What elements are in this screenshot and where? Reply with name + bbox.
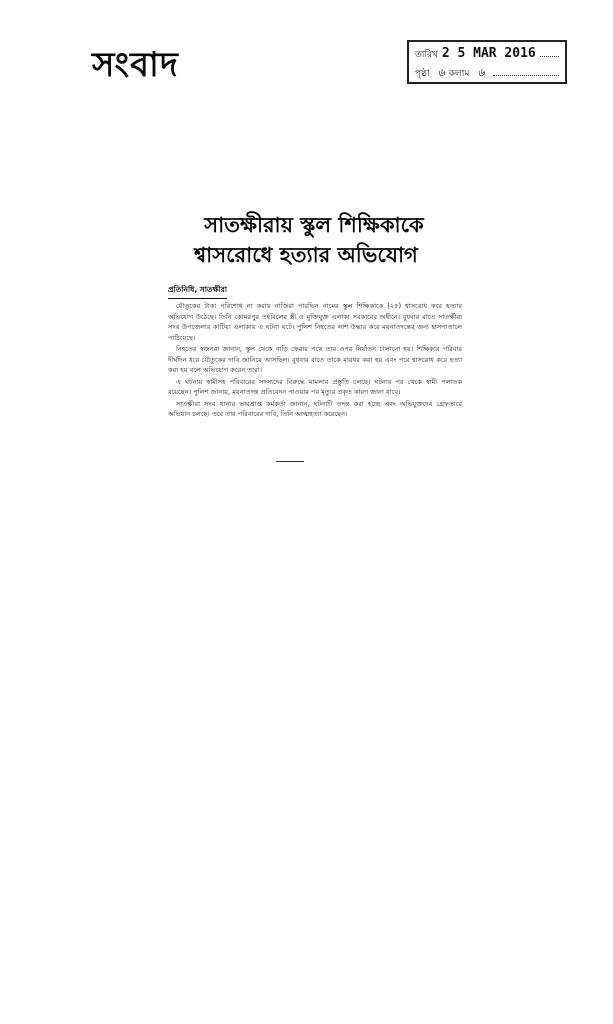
article-headline-line-1: সাতক্ষীরায় স্কুল শিক্ষিকাকে bbox=[204, 213, 424, 237]
article-body bbox=[168, 301, 462, 421]
article-paragraph: সাতক্ষীরা সদর থানার ভারপ্রাপ্ত কর্মকর্তা জানান, ঘটনাটি তদন্ত করা হচ্ছে এবং অভিযুক্তদের গ্রেফতারে অভিযান চলছে। তবে তার পরিবারের দাবি, তিনি আত্মহত্যা করেছেন। bbox=[168, 399, 462, 418]
article-paragraph: এ ঘটনায় স্বামীসহ পরিবারের সদস্যদের বিরুদ্ধে মামলার প্রস্তুতি চলছে। ঘটনার পর থেকে স্বামী পলাতক রয়েছেন। পুলিশ জানায়, ময়নাতদন্ত প্রতিবেদন পাওয়ার পর মৃত্যুর প্রকৃত কারণ জানা যাবে। bbox=[168, 377, 462, 396]
stamp-date-row bbox=[415, 46, 559, 64]
stamp-date-value: 2 5 MAR 2016 bbox=[441, 46, 536, 61]
article-paragraph: যৌতুকের টাকা পরিশোধ না করায় নাজিরা পারভিন নামের স্কুল শিক্ষিকাকে (২৫) শ্বাসরোধ করে হত্যার অভিযোগ উঠেছে। তিনি কোমরপুর তহবিলের স্ত্রী ও মুক্তিযুক্ত এলাকা সরকারের অধীনে। বুধবার রাতে সাতক্ষীরা সদর উপজেলার কাটিয়া এলাকায় এ ঘটনা ঘটে। পুলিশ নিহতের লাশ উদ্ধার করে ময়নাতদন্তের জন্য হাসপাতালে পাঠিয়েছে। bbox=[168, 302, 462, 342]
newspaper-masthead: সংবাদ bbox=[92, 45, 179, 85]
stamp-page-row bbox=[415, 64, 559, 82]
article-clipping bbox=[166, 213, 462, 465]
stamp-date-label: তারিখ bbox=[415, 50, 438, 60]
stamp-column-value: ৬ bbox=[477, 66, 485, 79]
article-paragraph: নিহতের স্বজনরা জানান, স্কুল থেকে বাড়ি ফেরার পথে তার ওপর নির্যাতন চালানো হয়। শিক্ষিকার পরিবার দীর্ঘদিন ধরে যৌতুকের দাবি জানিয়ে আসছিল। বুধবার রাতে তাকে মারধর করা হয় এবং পরে শ্বাসরোধ করে হত্যা করা হয় বলে অভিযোগ করেন তারা। bbox=[168, 345, 462, 374]
article-byline: প্রতিনিধি, সাতক্ষীরা bbox=[168, 285, 227, 299]
stamp-column-label: কলাম bbox=[448, 69, 470, 79]
date-stamp bbox=[407, 40, 567, 84]
article-end-rule bbox=[276, 461, 304, 462]
stamp-dotted-line bbox=[540, 47, 559, 57]
article-headline-line-2: শ্বাসরোধে হত্যার অভিযোগ bbox=[194, 243, 418, 267]
stamp-page-label: পৃষ্ঠা bbox=[415, 69, 430, 79]
stamp-dotted-line-2 bbox=[493, 66, 559, 76]
stamp-page-value: ৬ bbox=[437, 66, 445, 79]
